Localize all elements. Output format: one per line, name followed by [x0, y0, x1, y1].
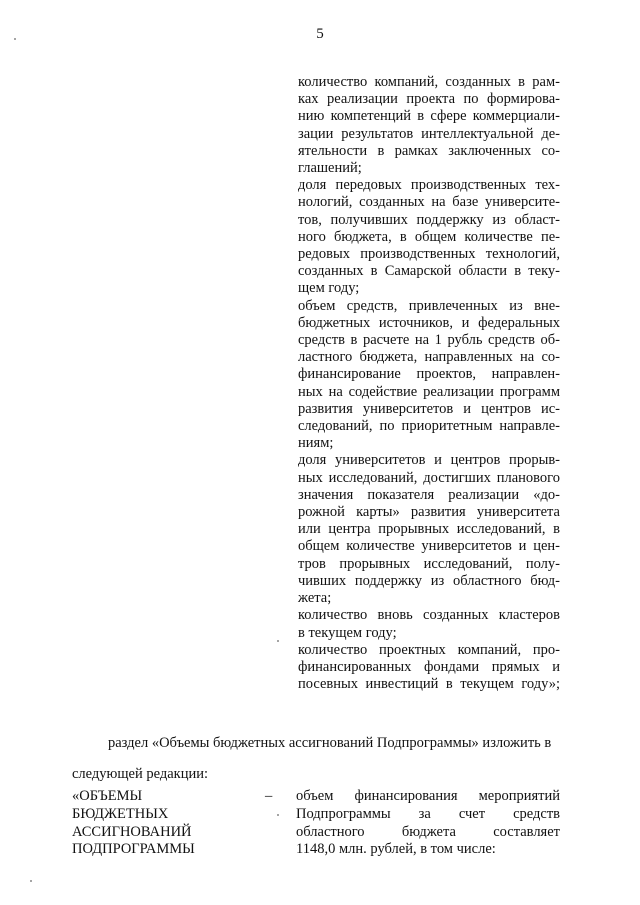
indicator-line: тров прорывных исследований, полу-	[298, 555, 560, 572]
indicator-line: редовых производственных технологий,	[298, 246, 560, 263]
indicator-line: следований, по приоритетным направле-	[298, 418, 560, 435]
budget-label-line: «ОБЪЕМЫ	[72, 788, 143, 804]
indicator-line: ных исследований, достигших планового	[298, 469, 560, 486]
indicator-line: глашений;	[298, 160, 362, 177]
budget-value-line: областного бюджета составляет	[296, 823, 560, 840]
budget-value-line: Подпрограммы за счет средств	[296, 805, 560, 822]
indicator-line: доля университетов и центров прорыв-	[298, 452, 560, 469]
indicator-line: чивших поддержку из областного бюд-	[298, 572, 560, 589]
indicator-line: бюджетных источников, и федеральных	[298, 314, 560, 331]
indicator-line: общем количестве университетов и цен-	[298, 538, 560, 555]
budget-label-line: ПОДПРОГРАММЫ	[72, 841, 195, 858]
indicator-line: финансирование проектов, направлен-	[298, 366, 560, 383]
indicator-line: ного бюджета, в общем количестве пе-	[298, 228, 560, 245]
indicator-line: средств в расчете на 1 рубль средств об-	[298, 332, 560, 349]
indicator-line: созданных в Самарской области в теку-	[298, 263, 560, 280]
indicator-line: нологий, созданных на базе университе-	[298, 194, 560, 211]
indicator-line: объем средств, привлеченных из вне-	[298, 297, 560, 314]
scan-speck	[14, 38, 16, 40]
indicator-line: значения показателя реализации «до-	[298, 486, 560, 503]
indicator-line: ятельности в рамках заключенных со-	[298, 142, 560, 159]
indicator-line: нию компетенций в сфере коммерциали-	[298, 108, 560, 125]
indicator-line: ных на содействие реализации программ	[298, 383, 560, 400]
section-instruction-line-2: следующей редакции:	[72, 766, 209, 782]
budget-value-line: 1148,0 млн. рублей, в том числе:	[296, 841, 496, 858]
indicator-line: в текущем году;	[298, 624, 397, 641]
budget-label-line: АССИГНОВАНИЙ	[72, 823, 192, 840]
indicator-line: тов, получивших поддержку из област-	[298, 211, 560, 228]
indicator-line: доля передовых производственных тех-	[298, 177, 560, 194]
scan-speck	[277, 640, 279, 642]
indicator-line: ках реализации проекта по формирова-	[298, 91, 560, 108]
scan-speck	[30, 880, 32, 882]
section-instruction-line-1: раздел «Объемы бюджетных ассигнований Подпрограммы» изложить в	[108, 735, 552, 751]
indicator-line: развития университетов и центров ис-	[298, 400, 560, 417]
indicator-line: количество проектных компаний, про-	[298, 641, 560, 658]
budget-dash: –	[265, 788, 273, 804]
indicator-line: или центра прорывных исследований, в	[298, 521, 560, 538]
indicator-line: количество компаний, созданных в рам-	[298, 74, 560, 90]
indicator-line: рожной карты» развития университета	[298, 504, 560, 521]
budget-label-line: БЮДЖЕТНЫХ	[72, 805, 169, 822]
indicator-line: ластного бюджета, направленных на со-	[298, 349, 560, 366]
budget-value-line: объем финансирования мероприятий	[296, 788, 560, 804]
indicator-line: жета;	[298, 590, 332, 607]
indicator-line: посевных инвестиций в текущем году»;	[298, 676, 560, 693]
scan-speck	[277, 814, 279, 816]
indicator-line: ниям;	[298, 435, 334, 452]
indicators-column	[298, 74, 560, 693]
page-number: 5	[316, 26, 324, 42]
indicator-line: количество вновь созданных кластеров	[298, 607, 560, 624]
indicator-line: зации результатов интеллектуальной де-	[298, 125, 560, 142]
indicator-line: щем году;	[298, 280, 360, 297]
budget-label	[72, 788, 195, 859]
indicator-line: финансированных фондами прямых и	[298, 658, 560, 675]
budget-value	[296, 788, 560, 859]
